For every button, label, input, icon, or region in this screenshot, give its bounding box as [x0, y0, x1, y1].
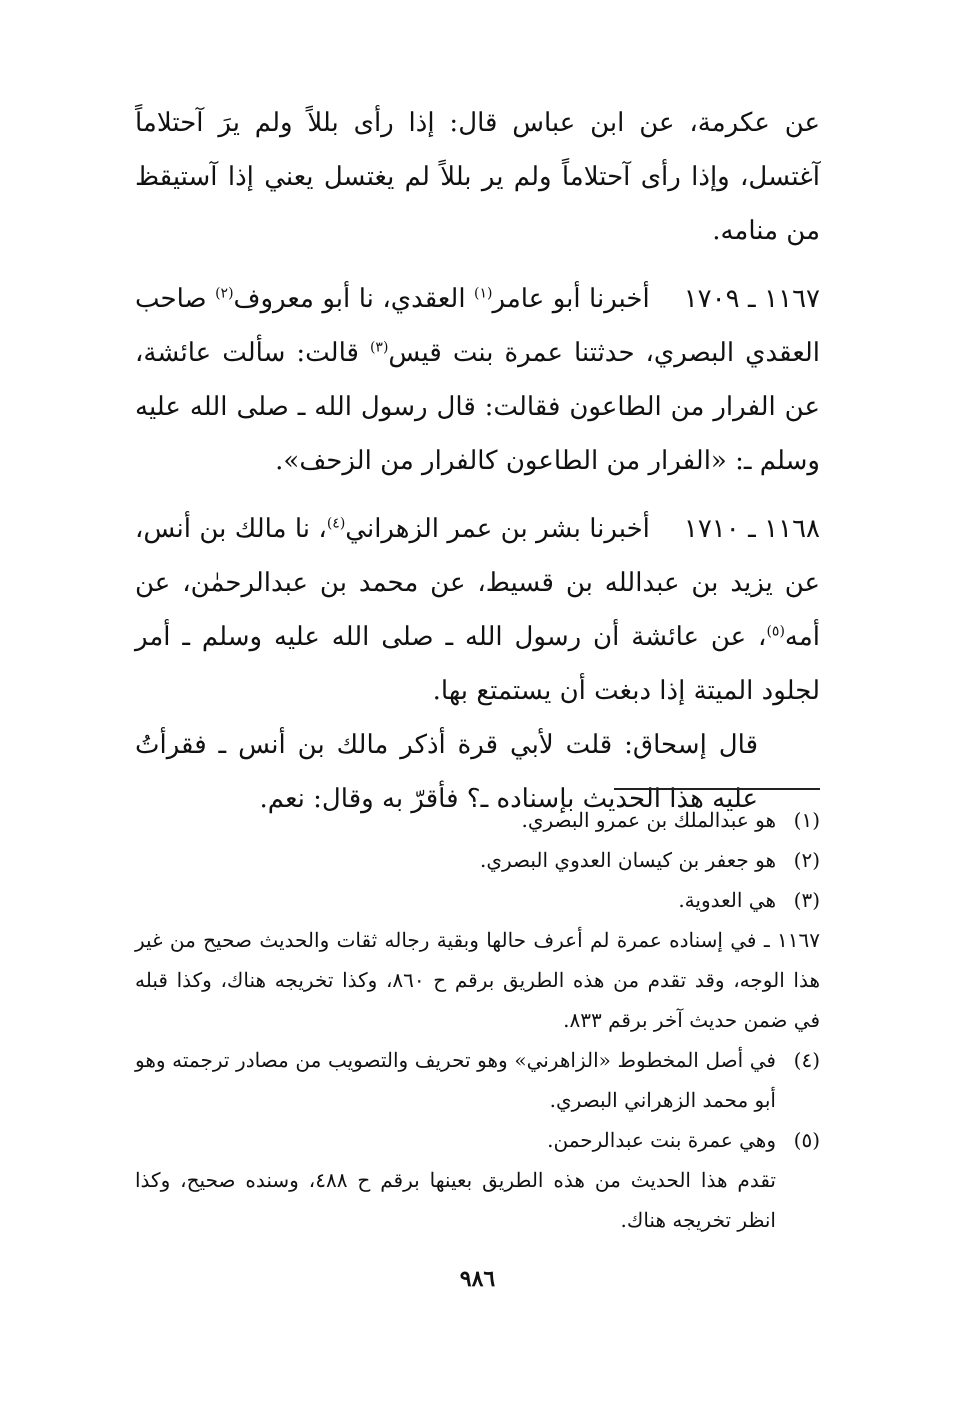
footnote-text: وهي عمرة بنت عبدالرحمن. [547, 1128, 776, 1152]
footnote-ref-2: (٢) [215, 285, 234, 302]
footnote-text: في أصل المخطوط «الزاهرني» وهو تحريف والتصويب من مصادر ترجمته وهو أبو محمد الزهراني البصري. [135, 1048, 776, 1112]
note-hadith-1168 [135, 1160, 820, 1240]
footnote-text: تقدم هذا الحديث من هذه الطريق بعينها برقم ح ٤٨٨، وسنده صحيح، وكذا انظر تخريجه هناك. [135, 1168, 776, 1232]
footnote-mark: (٤) [793, 1048, 820, 1072]
paragraph-ishaq: قال إسحاق: قلت لأبي قرة أذكر مالك بن أنس ـ فقرأتُ عليه هذا الحديث بإسناده ـ؟ فأقرّ به وقال: نعم. [135, 730, 758, 814]
footnote-5 [135, 1120, 820, 1160]
footnote-text: ١١٦٧ ـ في إسناده عمرة لم أعرف حالها وبقية رجاله ثقات والحديث صحيح من غير هذا الوجه، وقد تقدم من هذه الطريق برقم ح ٨٦٠، وكذا تخريجه هناك، وكذا قبله في ضمن حديث آخر برقم ٨٣٣. [135, 928, 820, 1032]
footnote-ref-5: (٥) [766, 623, 785, 640]
footnote-text: هي العدوية. [678, 888, 776, 912]
footnote-4 [135, 1040, 820, 1120]
hadith-text: أخبرنا بشر بن عمر الزهراني [345, 514, 650, 544]
footnote-mark: (٣) [793, 888, 820, 912]
footnote-ref-4: (٤) [326, 515, 346, 532]
footnote-ref-3: (٣) [369, 339, 389, 356]
hadith-text: قالت: سألت عائشة، عن الفرار من الطاعون فقالت: قال رسول الله ـ صلى الله عليه وسلم ـ: «الفرار من الطاعون كالفرار من الزحف». [135, 338, 820, 476]
footnote-mark: (٥) [793, 1128, 820, 1152]
footnote-2 [135, 840, 820, 880]
hadith-text: ، نا مالك بن أنس، عن يزيد بن عبدالله بن قسيط، عن محمد بن عبدالرحمٰن، عن أمه [135, 514, 820, 652]
footnote-text: هو جعفر بن كيسان العدوي البصري. [480, 848, 776, 872]
hadith-text: أخبرنا أبو عامر [492, 284, 650, 314]
paragraph-intro: عن عكرمة، عن ابن عباس قال: إذا رأى بللاً ولم يرَ آحتلاماً آغتسل، وإذا رأى آحتلاماً ولم ير بللاً لم يغتسل يعني إذا آستيقظ من منامه. [135, 108, 820, 246]
note-hadith-1167 [135, 920, 820, 1040]
hadith-1168 [135, 502, 820, 718]
hadith-text: ، عن عائشة أن رسول الله ـ صلى الله عليه وسلم ـ أمر لجلود الميتة إذا دبغت أن يستمتع بها. [135, 622, 820, 706]
page-number: ٩٨٦ [459, 1266, 496, 1292]
footnote-mark: (٢) [793, 848, 820, 872]
footnote-divider [614, 788, 820, 790]
hadith-number: ١١٦٧ ـ ١٧٠٩ [683, 284, 820, 314]
footnote-ref-1: (١) [474, 285, 493, 302]
hadith-number: ١١٦٨ ـ ١٧١٠ [683, 514, 820, 544]
hadith-text: العقدي، نا أبو معروف [233, 284, 475, 314]
footnote-text: هو عبدالملك بن عمرو البصري. [521, 808, 776, 832]
footnote-3 [135, 880, 820, 920]
main-text [135, 96, 820, 826]
hadith-1167 [135, 272, 820, 488]
footnote-1 [135, 800, 820, 840]
footnote-mark: (١) [793, 808, 820, 832]
footnotes [135, 800, 820, 1240]
hadith-text: صاحب العقدي البصري، حدثتنا عمرة بنت قيس [135, 284, 821, 368]
